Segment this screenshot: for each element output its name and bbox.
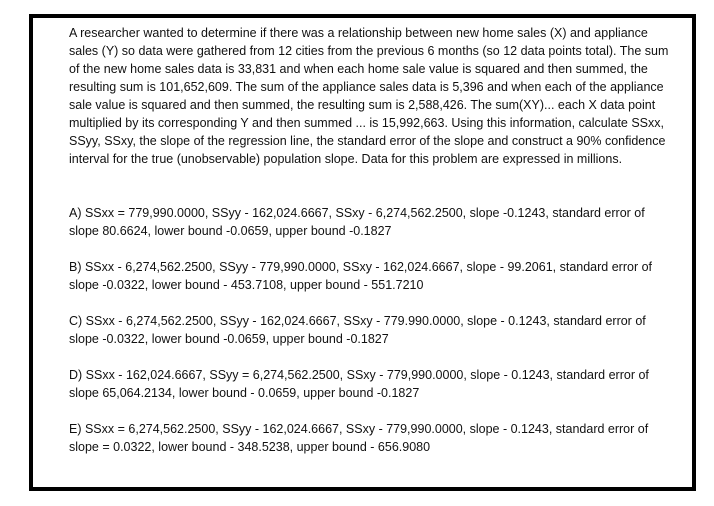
option-c: C) SSxx - 6,274,562.2500, SSyy - 162,024.6667, SSxy - 779.990.0000, slope - 0.1243, standard error of slope -0.0322, lower bound -0.0659, upper bound -0.1827 <box>69 314 646 346</box>
option-d: D) SSxx - 162,024.6667, SSyy = 6,274,562.2500, SSxy - 779,990.0000, slope - 0.1243, standard error of slope 65,064.2134, lower bound - 0.0659, upper bound -0.1827 <box>69 368 649 400</box>
document-content <box>69 24 677 474</box>
option-e: E) SSxx = 6,274,562.2500, SSyy - 162,024.6667, SSxy - 779,990.0000, slope - 0.1243, standard error of slope = 0.0322, lower bound - 348.5238, upper bound - 656.9080 <box>69 422 649 454</box>
option-a: A) SSxx = 779,990.0000, SSyy - 162,024.6667, SSxy - 6,274,562.2500, slope -0.1243, standard error of slope 80.6624, lower bound -0.0659, upper bound -0.1827 <box>69 206 645 238</box>
option-b: B) SSxx - 6,274,562.2500, SSyy - 779,990.0000, SSxy - 162,024.6667, slope - 99.2061, standard error of slope -0.0322, lower bound - 453.7108, upper bound - 551.7210 <box>69 260 653 292</box>
document-frame <box>29 14 696 491</box>
answer-options <box>69 204 677 456</box>
question-text: A researcher wanted to determine if there was a relationship between new home sales (X) and appliance sales (Y) so data were gathered from 12 cities from the previous 6 months (so 12 data points total). The sum of the new home sales data is 33,831 and when each home sale value is squared and then summed, the resulting sum is 101,652,609. The sum of the appliance sales data is 5,396 and when each of the appliance sale value is squared and then summed, the resulting sum is 2,588,426. The sum(XY)... each X data point multiplied by its corresponding Y and then summed ... is 15,992,663. Using this information, calculate SSxx, SSyy, SSxy, the slope of the regression line, the standard error of the slope and construct a 90% confidence interval for the true (unobservable) population slope. Data for this problem are expressed in millions. <box>69 26 669 166</box>
